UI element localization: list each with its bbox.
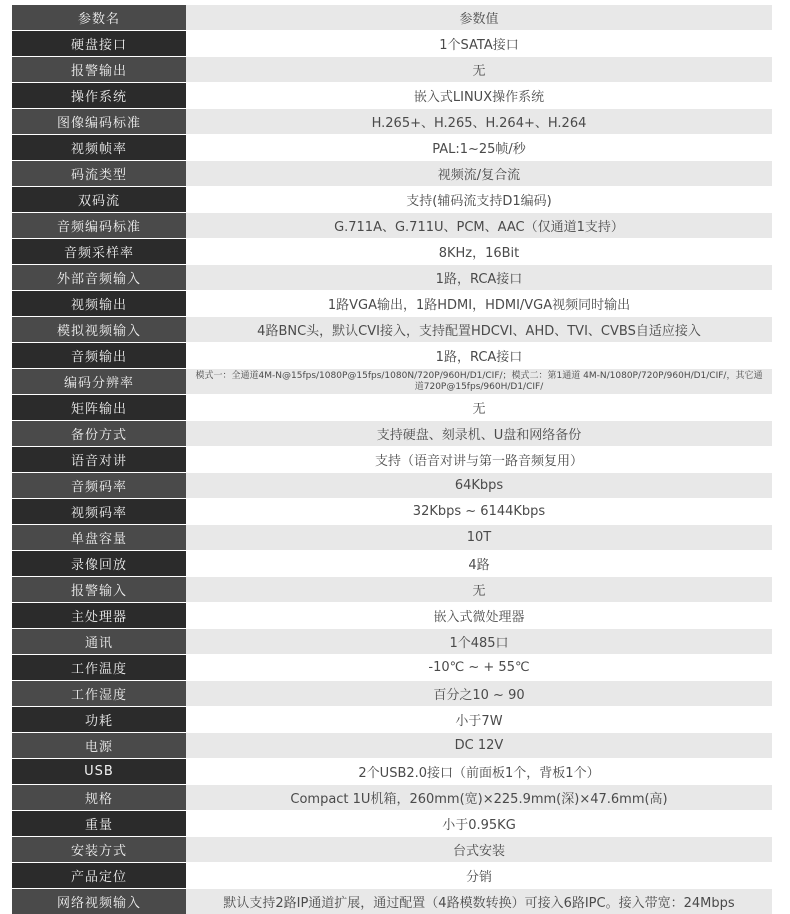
row-key: 码流类型 <box>12 161 186 186</box>
row-key: 硬盘接口 <box>12 31 186 56</box>
table-row <box>12 213 772 239</box>
row-value: 2个USB2.0接口（前面板1个，背板1个） <box>186 759 772 784</box>
row-key: 图像编码标准 <box>12 109 186 134</box>
row-value: 支持硬盘、刻录机、U盘和网络备份 <box>186 421 772 446</box>
table-row <box>12 603 772 629</box>
table-row <box>12 447 772 473</box>
row-key: 矩阵输出 <box>12 395 186 420</box>
row-value: 无 <box>186 395 772 420</box>
table-row <box>12 369 772 395</box>
row-key: 操作系统 <box>12 83 186 108</box>
row-value: 嵌入式LINUX操作系统 <box>186 83 772 108</box>
table-row <box>12 759 772 785</box>
row-value: 模式一：全通道4M-N@15fps/1080P@15fps/1080N/720P/960H/D1/CIF/；模式二：第1通道 4M-N/1080P/720P/960H/D1/CIF/，其它通道720P@15fps/960H/D1/CIF/ <box>186 369 772 394</box>
row-value: 1个485口 <box>186 629 772 654</box>
row-key: 报警输入 <box>12 577 186 602</box>
row-value: 1路VGA输出，1路HDMI，HDMI/VGA视频同时输出 <box>186 291 772 316</box>
row-value: 64Kbps <box>186 473 772 498</box>
table-header-row <box>12 5 772 31</box>
row-value: -10℃ ~ + 55℃ <box>186 655 772 680</box>
row-key: 网络视频输入 <box>12 889 186 914</box>
row-value: 小于7W <box>186 707 772 732</box>
row-value: 4路 <box>186 551 772 576</box>
row-key: 规格 <box>12 785 186 810</box>
table-row <box>12 395 772 421</box>
table-row <box>12 343 772 369</box>
table-row <box>12 239 772 265</box>
row-value: H.265+、H.265、H.264+、H.264 <box>186 109 772 134</box>
row-key: 视频码率 <box>12 499 186 524</box>
row-value: 8KHz，16Bit <box>186 239 772 264</box>
row-key: 主处理器 <box>12 603 186 628</box>
row-value: 1路，RCA接口 <box>186 343 772 368</box>
row-key: 单盘容量 <box>12 525 186 550</box>
table-row <box>12 135 772 161</box>
row-key: 编码分辨率 <box>12 369 186 394</box>
table-row <box>12 473 772 499</box>
table-row <box>12 421 772 447</box>
row-value: 嵌入式微处理器 <box>186 603 772 628</box>
row-value: 32Kbps ~ 6144Kbps <box>186 499 772 524</box>
row-key: 外部音频输入 <box>12 265 186 290</box>
table-row <box>12 837 772 863</box>
row-value: DC 12V <box>186 733 772 758</box>
row-value: 百分之10 ~ 90 <box>186 681 772 706</box>
row-key: 音频输出 <box>12 343 186 368</box>
row-key: 双码流 <box>12 187 186 212</box>
row-key: 录像回放 <box>12 551 186 576</box>
table-row <box>12 187 772 213</box>
table-row <box>12 785 772 811</box>
row-key: 备份方式 <box>12 421 186 446</box>
row-value: 小于0.95KG <box>186 811 772 836</box>
row-value: 默认支持2路IP通道扩展，通过配置（4路模数转换）可接入6路IPC。接入带宽：24Mbps <box>186 889 772 914</box>
table-row <box>12 109 772 135</box>
row-value: 分销 <box>186 863 772 888</box>
row-key: 音频码率 <box>12 473 186 498</box>
spec-rows <box>12 31 772 914</box>
table-row <box>12 317 772 343</box>
row-value: 1个SATA接口 <box>186 31 772 56</box>
row-value: 台式安装 <box>186 837 772 862</box>
table-row <box>12 577 772 603</box>
row-value: PAL:1~25帧/秒 <box>186 135 772 160</box>
table-row <box>12 57 772 83</box>
header-value: 参数值 <box>186 5 772 30</box>
row-key: USB <box>12 759 186 784</box>
spec-table <box>12 5 772 914</box>
row-value: 1路，RCA接口 <box>186 265 772 290</box>
row-key: 工作温度 <box>12 655 186 680</box>
row-key: 视频输出 <box>12 291 186 316</box>
row-value: 4路BNC头，默认CVI接入，支持配置HDCVI、AHD、TVI、CVBS自适应接入 <box>186 317 772 342</box>
table-row <box>12 889 772 914</box>
row-value: 无 <box>186 577 772 602</box>
row-key: 模拟视频输入 <box>12 317 186 342</box>
row-value: 视频流/复合流 <box>186 161 772 186</box>
table-row <box>12 551 772 577</box>
row-key: 音频采样率 <box>12 239 186 264</box>
row-key: 通讯 <box>12 629 186 654</box>
row-value: G.711A、G.711U、PCM、AAC（仅通道1支持） <box>186 213 772 238</box>
table-row <box>12 707 772 733</box>
row-key: 报警输出 <box>12 57 186 82</box>
row-value: 支持（语音对讲与第一路音频复用） <box>186 447 772 472</box>
table-row <box>12 83 772 109</box>
row-key: 工作湿度 <box>12 681 186 706</box>
table-row <box>12 499 772 525</box>
row-key: 电源 <box>12 733 186 758</box>
row-key: 音频编码标准 <box>12 213 186 238</box>
row-value: Compact 1U机箱，260mm(宽)×225.9mm(深)×47.6mm(高) <box>186 785 772 810</box>
row-key: 功耗 <box>12 707 186 732</box>
table-row <box>12 733 772 759</box>
table-row <box>12 265 772 291</box>
table-row <box>12 655 772 681</box>
row-key: 重量 <box>12 811 186 836</box>
table-row <box>12 863 772 889</box>
table-row <box>12 681 772 707</box>
row-key: 视频帧率 <box>12 135 186 160</box>
row-key: 产品定位 <box>12 863 186 888</box>
header-key: 参数名 <box>12 5 186 30</box>
table-row <box>12 525 772 551</box>
table-row <box>12 161 772 187</box>
table-row <box>12 31 772 57</box>
table-row <box>12 811 772 837</box>
table-row <box>12 629 772 655</box>
row-key: 安装方式 <box>12 837 186 862</box>
row-key: 语音对讲 <box>12 447 186 472</box>
row-value: 无 <box>186 57 772 82</box>
table-row <box>12 291 772 317</box>
row-value: 支持(辅码流支持D1编码) <box>186 187 772 212</box>
row-value: 10T <box>186 525 772 550</box>
